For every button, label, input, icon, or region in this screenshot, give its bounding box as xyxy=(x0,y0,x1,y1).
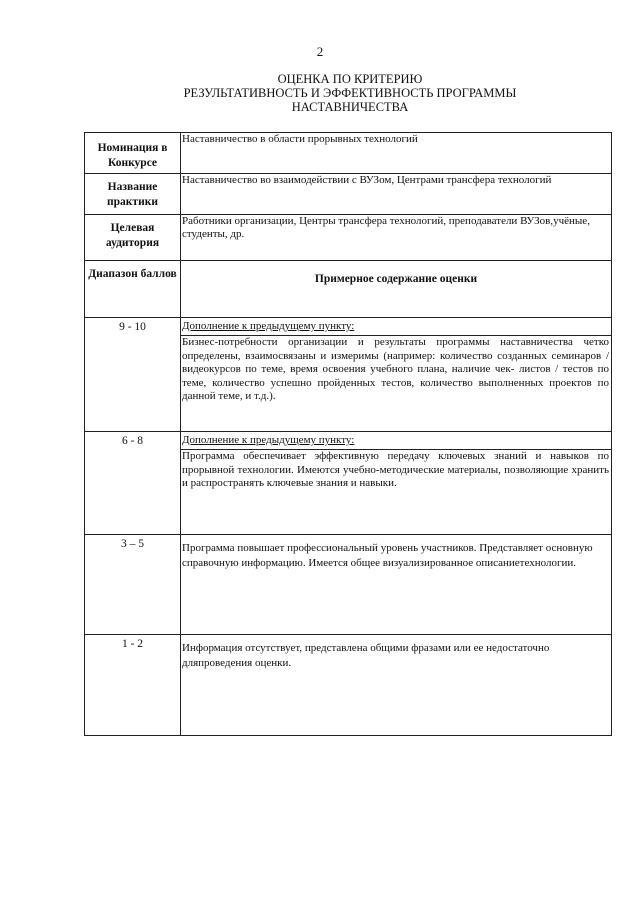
content-header: Примерное содержание оценки xyxy=(181,261,612,318)
audience-row xyxy=(85,215,612,261)
score-range: 9 - 10 xyxy=(85,318,181,432)
criteria-text: Программа повышает профессиональный уровень участников. Представляет основную справочную информацию. Имеется общее визуализированное описаниетехнологии. xyxy=(182,542,593,569)
addendum-label: Дополнение к предыдущему пункту: xyxy=(182,320,355,332)
title-line-3: НАСТАВНИЧЕСТВА xyxy=(291,100,409,114)
practice-value: Наставничество во взаимодействии с ВУЗом, Центрами трансфера технологий xyxy=(181,174,612,215)
range-header: Диапазон баллов xyxy=(85,261,181,318)
nomination-row xyxy=(85,133,612,174)
criteria-text: Программа обеспечивает эффективную передачу ключевых знаний и навыков по прорывной технологии. Имеются учебно-методические материалы, позволяющие хранить и распространять ключевые знания и навыки. xyxy=(182,450,609,490)
practice-label: Название практики xyxy=(85,174,181,215)
nomination-value: Наставничество в области прорывных технологий xyxy=(181,133,612,174)
nomination-label: Номинация в Конкурсе xyxy=(85,133,181,174)
table-row xyxy=(85,318,612,432)
evaluation-table xyxy=(84,132,612,736)
practice-row xyxy=(85,174,612,215)
title-line-1: ОЦЕНКА ПО КРИТЕРИЮ xyxy=(277,72,423,86)
page-number: 2 xyxy=(316,44,324,59)
title-line-2: РЕЗУЛЬТАТИВНОСТЬ И ЭФФЕКТИВНОСТЬ ПРОГРАММЫ xyxy=(183,86,517,100)
audience-label: Целевая аудитория xyxy=(85,215,181,261)
audience-value: Работники организации, Центры трансфера технологий, преподаватели ВУЗов,учёные, студенты, др. xyxy=(181,215,612,261)
score-range: 6 - 8 xyxy=(85,432,181,535)
divider xyxy=(181,449,612,450)
score-range: 1 - 2 xyxy=(85,635,181,736)
criteria-text: Информация отсутствует, представлена общими фразами или ее недостаточно дляпроведения оценки. xyxy=(182,642,550,669)
table-row xyxy=(85,635,612,736)
table-row xyxy=(85,432,612,535)
score-range: 3 – 5 xyxy=(85,535,181,635)
table-row xyxy=(85,535,612,635)
divider xyxy=(181,335,612,336)
criteria-cell xyxy=(181,635,612,736)
table-header-row xyxy=(85,261,612,318)
addendum-label: Дополнение к предыдущему пункту: xyxy=(182,434,355,446)
criteria-cell xyxy=(181,318,612,432)
criteria-cell xyxy=(181,535,612,635)
criteria-cell xyxy=(181,432,612,535)
document-title xyxy=(150,72,550,114)
criteria-text: Бизнес-потребности организации и результаты программы наставничества четко определены, взаимосвязаны и измеримы (например: количество созданных семинаров / видеокурсов по теме, время освоения учебного плана, наличие чек- листов / тестов по теме, количество успешно пройденных тестов, количество выполненных проектов по данной теме, и т.д.). xyxy=(182,336,609,403)
